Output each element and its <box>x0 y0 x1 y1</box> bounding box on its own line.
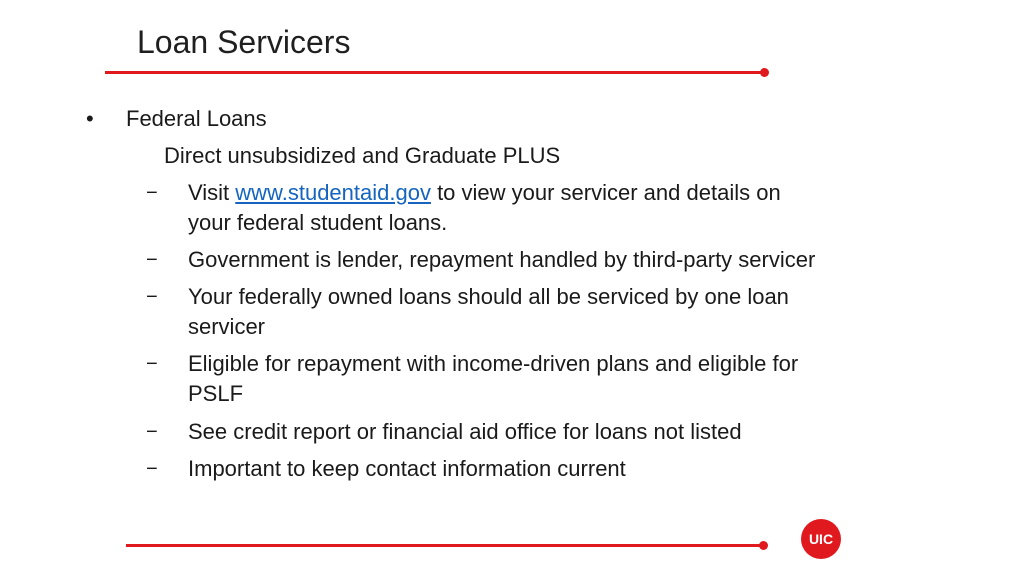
list-item-1-text-after: to view your servicer and details on <box>430 180 781 205</box>
studentaid-link[interactable]: www.studentaid.gov <box>235 180 431 205</box>
list-item-3-line-2: servicer <box>188 314 266 339</box>
bottom-divider-end-dot <box>759 541 768 550</box>
list-item-4-line-2: PSLF <box>188 381 244 406</box>
section-heading: Federal Loans <box>126 106 267 131</box>
dash-marker: − <box>146 286 158 308</box>
uic-logo <box>801 519 841 559</box>
list-item-5-line-1: See credit report or financial aid office for loans not listed <box>188 419 742 444</box>
slide-title: Loan Servicers <box>137 24 351 60</box>
list-item-1-line-1 <box>188 178 781 208</box>
top-divider <box>105 71 765 74</box>
dash-marker: − <box>146 458 158 480</box>
list-item-4-line-1: Eligible for repayment with income-driven plans and eligible for <box>188 351 799 376</box>
section-subheading: Direct unsubsidized and Graduate PLUS <box>164 143 561 168</box>
uic-logo-text: UIC <box>808 531 834 547</box>
dash-marker: − <box>146 353 158 375</box>
bullet-marker: • <box>86 106 94 131</box>
top-divider-end-dot <box>760 68 769 77</box>
list-item-1-line-2: your federal student loans. <box>188 210 448 235</box>
dash-marker: − <box>146 421 158 443</box>
list-item-1-text-before: Visit <box>188 180 236 205</box>
list-item-6-line-1: Important to keep contact information current <box>188 456 626 481</box>
dash-marker: − <box>146 249 158 271</box>
bottom-divider <box>126 544 764 547</box>
dash-marker: − <box>146 182 158 204</box>
list-item-2-line-1: Government is lender, repayment handled by third-party servicer <box>188 247 816 272</box>
list-item-3-line-1: Your federally owned loans should all be serviced by one loan <box>188 284 789 309</box>
